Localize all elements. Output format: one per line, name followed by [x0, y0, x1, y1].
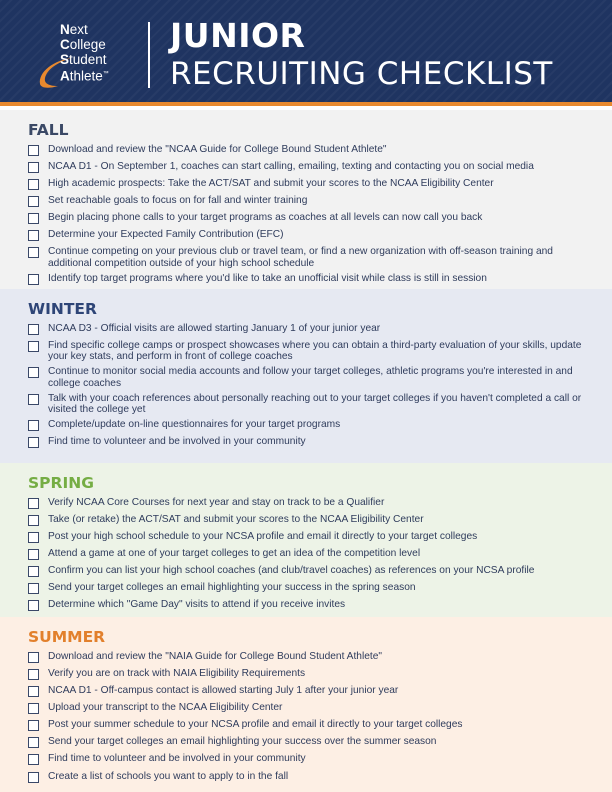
- page-title-recruiting-checklist: RECRUITING CHECKLIST: [170, 56, 553, 92]
- checklist-item: [28, 651, 588, 664]
- checklist-item-text: Set reachable goals to focus on for fall and winter training: [48, 195, 308, 207]
- section-title-winter: WINTER: [28, 300, 97, 318]
- checklist-summer: [28, 651, 588, 784]
- logo-line-student: Student: [60, 52, 107, 67]
- checklist-item: [28, 323, 588, 336]
- checklist-item-text: Create a list of schools you want to apply to in the fall: [48, 770, 289, 782]
- checkbox[interactable]: [28, 437, 39, 448]
- checkbox[interactable]: [28, 737, 39, 748]
- checklist-item: [28, 212, 588, 225]
- checklist-item: [28, 753, 588, 766]
- section-summer: [0, 617, 612, 792]
- checklist-item: [28, 419, 588, 432]
- checkbox[interactable]: [28, 532, 39, 543]
- checklist-item-text: Talk with your coach references about personally reaching out to your target colleges if you haven't completed a call or visited the college yet: [48, 392, 582, 416]
- checklist-spring: [28, 497, 588, 613]
- checkbox[interactable]: [28, 230, 39, 241]
- checkbox[interactable]: [28, 341, 39, 352]
- checkbox[interactable]: [28, 652, 39, 663]
- checklist-item: [28, 531, 588, 544]
- checkbox[interactable]: [28, 179, 39, 190]
- section-winter: [0, 289, 612, 463]
- checklist-item: [28, 273, 588, 286]
- checklist-item-text: Find time to volunteer and be involved in your community: [48, 753, 306, 765]
- section-spring: [0, 463, 612, 617]
- checklist-item: [28, 719, 588, 732]
- checklist-item: [28, 366, 588, 389]
- checklist-fall: [28, 144, 588, 286]
- checklist-item-text: Verify NCAA Core Courses for next year and stay on track to be a Qualifier: [48, 497, 385, 508]
- checklist-item: [28, 497, 588, 510]
- checklist-item-text: Find specific college camps or prospect showcases where you can obtain a third-party evaluation of your skills, update your key stats, and perform in front of college coaches: [48, 339, 582, 363]
- checklist-item-text: Determine your Expected Family Contribution (EFC): [48, 229, 284, 241]
- section-fall: [0, 110, 612, 289]
- checkbox[interactable]: [28, 394, 39, 405]
- section-title-summer: SUMMER: [28, 628, 106, 646]
- checklist-item-text: Send your target colleges an email highlighting your success in the spring season: [48, 582, 416, 594]
- checklist-item: [28, 514, 588, 527]
- checkbox[interactable]: [28, 196, 39, 207]
- checkbox[interactable]: [28, 213, 39, 224]
- checkbox[interactable]: [28, 754, 39, 765]
- checklist-item-text: Send your target colleges an email highlighting your success over the summer season: [48, 736, 437, 748]
- checklist-item-text: Verify you are on track with NAIA Eligibility Requirements: [48, 668, 306, 680]
- checklist-item: [28, 178, 588, 191]
- logo-line-athlete: Athlete™: [60, 68, 109, 84]
- checkbox[interactable]: [28, 669, 39, 680]
- checklist-item: [28, 340, 588, 363]
- checklist-item-text: NCAA D1 - On September 1, coaches can start calling, emailing, texting and contacting you on social media: [48, 161, 534, 173]
- checklist-item-text: Confirm you can list your high school coaches (and club/travel coaches) as references on your NCSA profile: [48, 565, 535, 577]
- checklist-item-text: Continue to monitor social media accounts and follow your target colleges, athletic programs you're interested in and college coaches: [48, 366, 573, 389]
- checklist-item-text: High academic prospects: Take the ACT/SAT and submit your scores to the NCAA Eligibility Center: [48, 178, 494, 190]
- checkbox[interactable]: [28, 515, 39, 526]
- checklist-item: [28, 599, 588, 612]
- checklist-item: [28, 393, 588, 416]
- checkbox[interactable]: [28, 367, 39, 378]
- checklist-item: [28, 195, 588, 208]
- checklist-item: [28, 548, 588, 561]
- checklist-item: [28, 565, 588, 578]
- checklist-item-text: Determine which "Game Day" visits to attend if you receive invites: [48, 599, 346, 611]
- checklist-item-text: Continue competing on your previous club or travel team, or find a new organization with off-season training and additional competition outside of your high school schedule: [48, 246, 553, 269]
- checklist-item-text: Find time to volunteer and be involved in your community: [48, 436, 306, 448]
- checklist-item-text: Complete/update on-line questionnaires for your target programs: [48, 419, 341, 431]
- checklist-item: [28, 246, 588, 269]
- checkbox[interactable]: [28, 566, 39, 577]
- ncsa-logo: [36, 20, 136, 92]
- checklist-item: [28, 771, 588, 784]
- checklist-item: [28, 668, 588, 681]
- checkbox[interactable]: [28, 686, 39, 697]
- checklist-winter: [28, 323, 588, 449]
- checklist-item: [28, 436, 588, 449]
- checklist-item: [28, 702, 588, 715]
- checklist-item-text: NCAA D3 - Official visits are allowed starting January 1 of your junior year: [48, 323, 381, 334]
- checkbox[interactable]: [28, 247, 39, 258]
- trademark-mark: ™: [102, 71, 109, 77]
- checklist-item-text: Identify top target programs where you'd like to take an unofficial visit while class is still in session: [48, 273, 487, 285]
- checkbox[interactable]: [28, 720, 39, 731]
- checklist-item: [28, 229, 588, 242]
- checklist-item-text: Take (or retake) the ACT/SAT and submit your scores to the NCAA Eligibility Center: [48, 514, 424, 526]
- checklist-item: [28, 582, 588, 595]
- checkbox[interactable]: [28, 324, 39, 335]
- checkbox[interactable]: [28, 274, 39, 285]
- header-accent-bar: [0, 102, 612, 106]
- header-banner: [0, 0, 612, 106]
- checklist-item: [28, 161, 588, 174]
- checklist-item: [28, 144, 588, 157]
- checkbox[interactable]: [28, 703, 39, 714]
- checklist-item: [28, 736, 588, 749]
- page-title-junior: JUNIOR: [170, 16, 306, 55]
- checklist-item-text: Post your high school schedule to your NCSA profile and email it directly to your target colleges: [48, 531, 478, 543]
- checkbox[interactable]: [28, 162, 39, 173]
- logo-line-college: College: [60, 37, 106, 52]
- checkbox[interactable]: [28, 420, 39, 431]
- checkbox[interactable]: [28, 498, 39, 509]
- checklist-item-text: Post your summer schedule to your NCSA profile and email it directly to your target colleges: [48, 719, 463, 731]
- header-divider: [148, 22, 150, 88]
- checklist-item-text: Download and review the "NAIA Guide for College Bound Student Athlete": [48, 651, 383, 662]
- checkbox[interactable]: [28, 600, 39, 611]
- checklist-item-text: Attend a game at one of your target colleges to get an idea of the competition level: [48, 548, 421, 560]
- checklist-item-text: Begin placing phone calls to your target programs as coaches at all levels can now call you back: [48, 212, 483, 224]
- section-title-fall: FALL: [28, 121, 69, 139]
- checkbox[interactable]: [28, 549, 39, 560]
- checklist-item-text: Download and review the "NCAA Guide for College Bound Student Athlete": [48, 144, 387, 155]
- checklist-item: [28, 685, 588, 698]
- checkbox[interactable]: [28, 772, 39, 783]
- checklist-item-text: Upload your transcript to the NCAA Eligibility Center: [48, 702, 283, 714]
- logo-line-next: Next: [60, 22, 88, 37]
- checkbox[interactable]: [28, 145, 39, 156]
- checkbox[interactable]: [28, 583, 39, 594]
- section-title-spring: SPRING: [28, 474, 94, 492]
- checklist-item-text: NCAA D1 - Off-campus contact is allowed starting July 1 after your junior year: [48, 685, 399, 697]
